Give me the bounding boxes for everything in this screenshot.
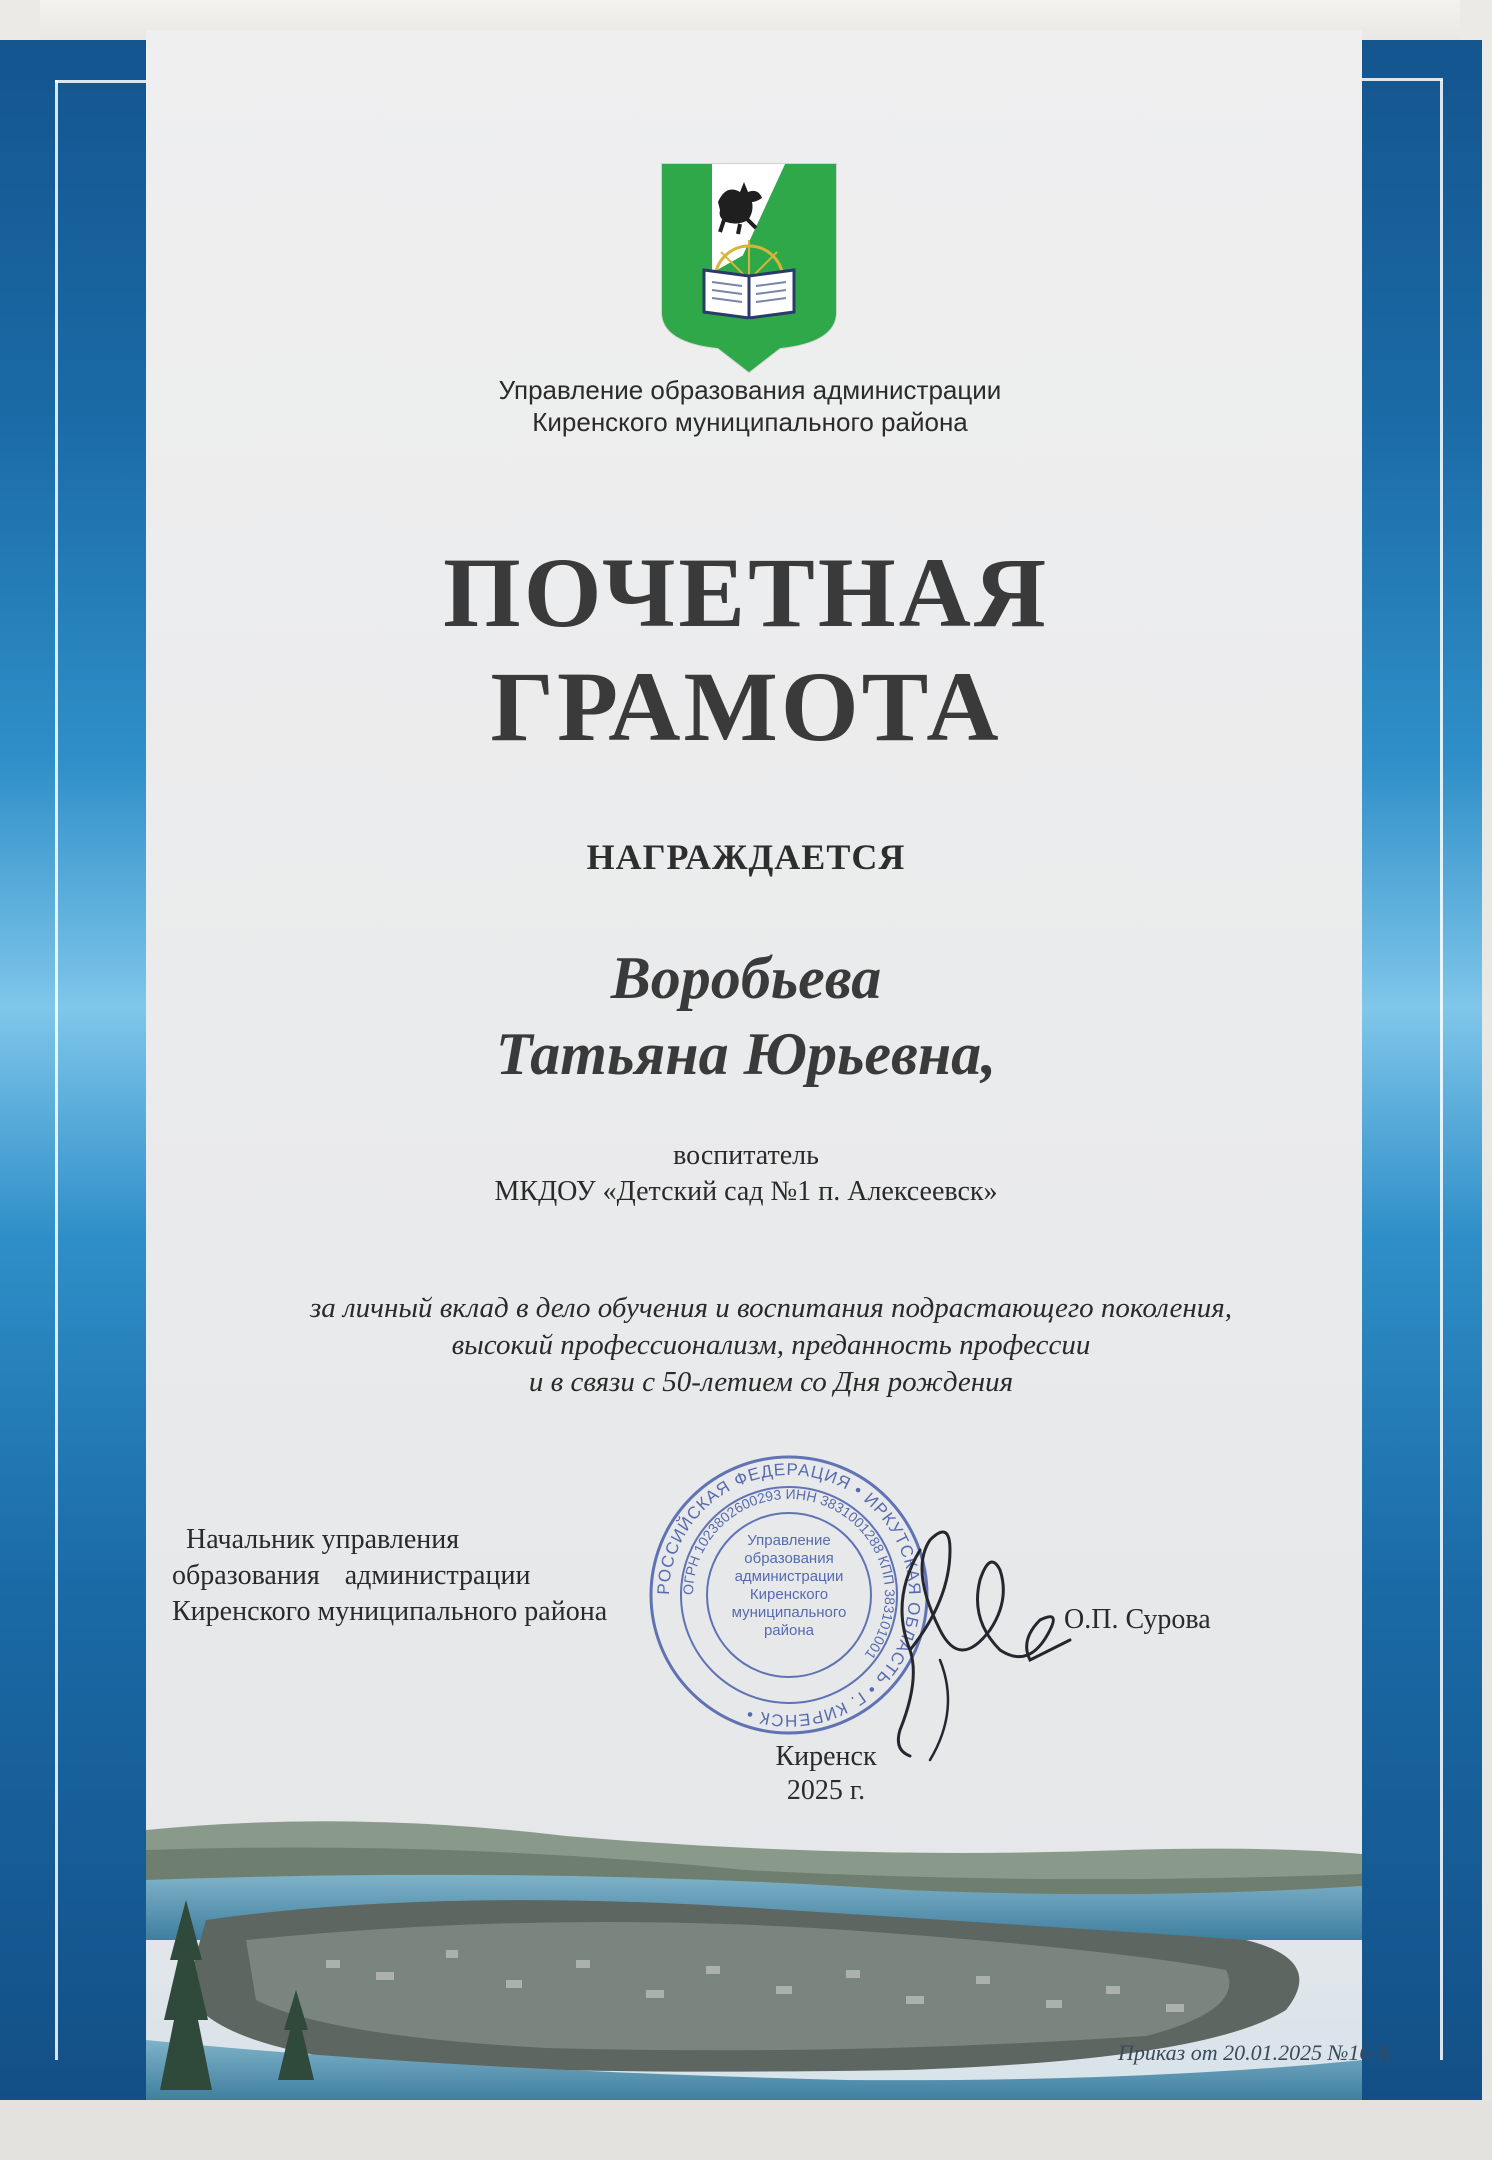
position-role: воспитатель: [673, 1140, 819, 1171]
left-border-top-line: [55, 80, 146, 83]
right-border-line: [1440, 80, 1443, 2060]
signer-line-2: образования администрации: [172, 1560, 531, 1591]
awarded-label: НАГРАЖДАЕТСЯ: [586, 837, 906, 877]
recipient-given-names: Татьяна Юрьевна,: [495, 1021, 997, 1087]
signer-line-1: Начальник управления: [186, 1524, 460, 1555]
position-organization: МКДОУ «Детский сад №1 п. Алексеевск»: [494, 1176, 998, 1207]
certificate-title: [346, 536, 1146, 764]
right-blue-band: [1362, 40, 1482, 2100]
org-line-2: Киренского муниципального района: [532, 407, 968, 437]
reason-line-3: и в связи с 50-летием со Дня рождения: [528, 1366, 1014, 1398]
order-reference: Приказ от 20.01.2025 №16-К: [1118, 2040, 1393, 2065]
left-border-line: [55, 80, 58, 2060]
signer-line-3: Киренского муниципального района: [172, 1596, 608, 1627]
right-border-top-line: [1362, 78, 1443, 81]
signer-name: О.П. Сурова: [1064, 1604, 1211, 1635]
recipient-surname: Воробьева: [610, 945, 882, 1011]
coat-of-arms-icon: [660, 162, 838, 374]
stamp-outer-text: РОССИЙСКАЯ ФЕДЕРАЦИЯ • ИРКУТСКАЯ ОБЛАСТЬ • Г. КИРЕНСК •: [653, 1459, 925, 1731]
issuing-organization: [380, 374, 1120, 438]
reason-line-2: высокий профессионализм, преданность профессии: [451, 1329, 1091, 1361]
recipient-name: [346, 940, 1146, 1092]
bottom-paper-margin: [0, 2100, 1492, 2160]
handwritten-signature-icon: [880, 1510, 1080, 1770]
stamp-inner-codes: ОГРН 1023802600293 ИНН 3831001288 КПП 383101001: [679, 1485, 899, 1663]
org-line-1: Управление образования администрации: [498, 375, 1002, 405]
title-line-1: ПОЧЕТНАЯ: [442, 537, 1050, 648]
reason-line-1: за личный вклад в дело обучения и воспитания подрастающего поколения,: [309, 1292, 1233, 1324]
stamp-center-text: Управление образования администрации Киренского муниципального района: [731, 1532, 847, 1639]
issue-city: Киренск: [775, 1741, 877, 1772]
title-line-2: ГРАМОТА: [490, 651, 1002, 762]
left-blue-band: [0, 40, 146, 2100]
award-reason: [196, 1290, 1346, 1401]
recipient-position: [346, 1138, 1146, 1210]
